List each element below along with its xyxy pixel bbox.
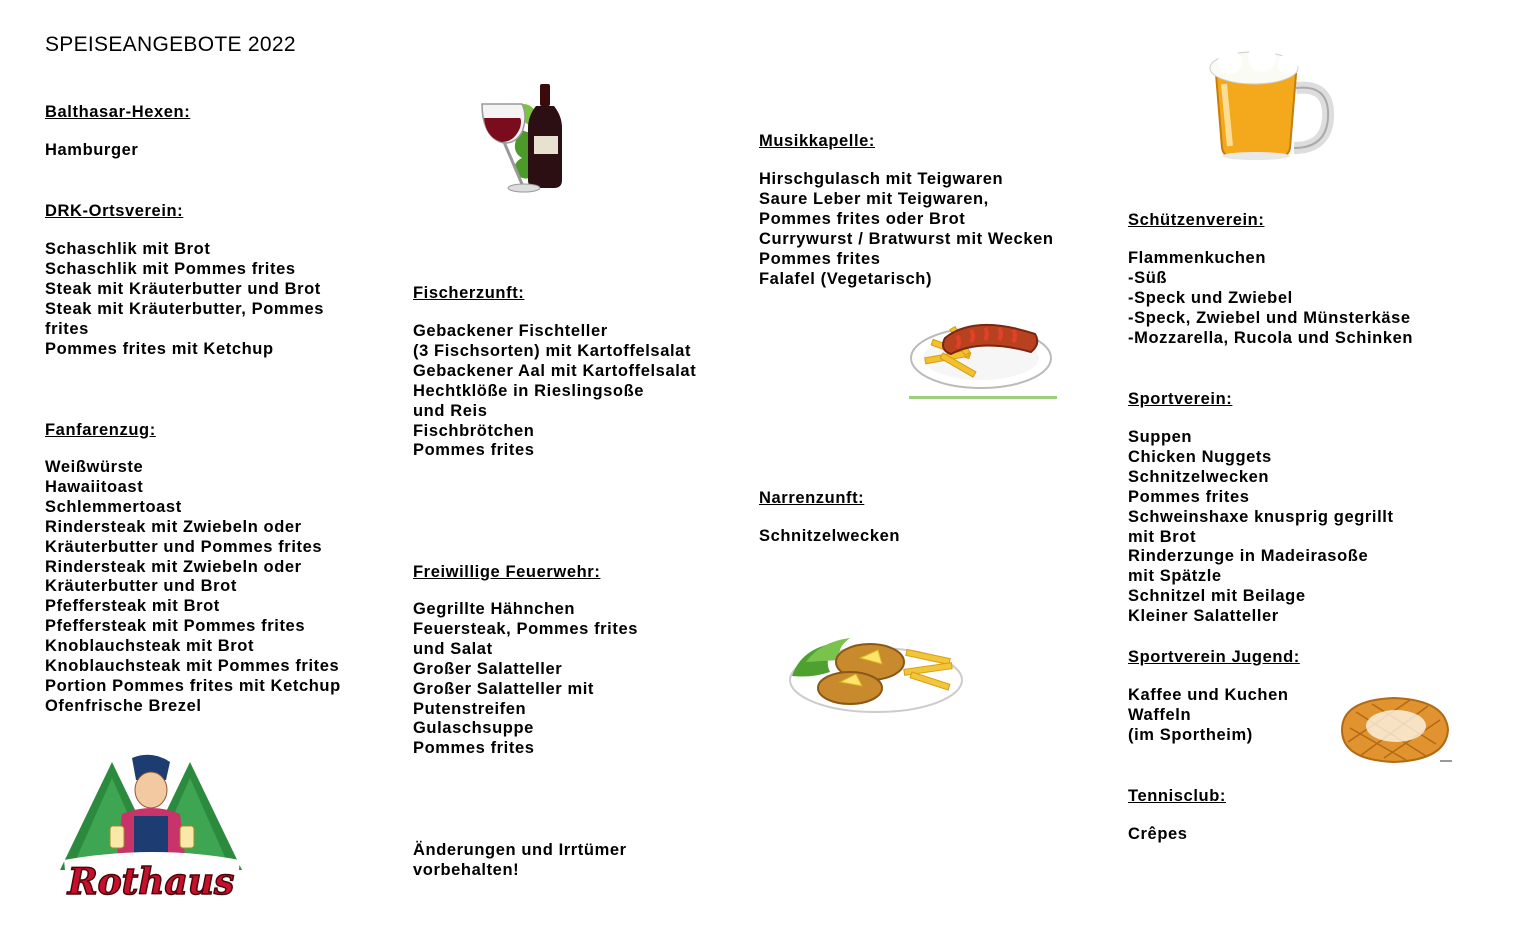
section-sportverein-jugend (1128, 647, 1300, 746)
menu-list (1128, 825, 1226, 845)
menu-item: Flammenkuchen (1128, 249, 1267, 267)
menu-item: Pfeffersteak mit Pommes frites (45, 617, 306, 636)
menu-item: Portion Pommes frites mit Ketchup (45, 676, 341, 695)
menu-item: -Mozzarella, Rucola und Schinken (1128, 328, 1414, 347)
menu-item: mit Brot (1128, 527, 1197, 546)
menu-item: Pommes frites (1128, 487, 1250, 506)
menu-list (45, 458, 341, 717)
menu-item: Currywurst / Bratwurst mit Wecken (759, 229, 1054, 248)
menu-item: und Reis (413, 401, 488, 420)
menu-item: -Speck, Zwiebel und Münsterkäse (1128, 308, 1411, 327)
menu-item: Pommes frites oder Brot (759, 209, 966, 228)
menu-item: Fischbrötchen (413, 421, 535, 440)
section-heading: Tennisclub: (1128, 787, 1226, 805)
section-sportverein (1128, 389, 1394, 627)
menu-item: Hirschgulasch mit Teigwaren (759, 170, 1004, 188)
menu-item: Kräuterbutter und Brot (45, 577, 237, 596)
menu-item: Rinderzunge in Madeirasoße (1128, 547, 1369, 566)
rothaus-logo (40, 752, 262, 912)
menu-item: Pommes frites (413, 441, 535, 460)
section-musikkapelle (759, 131, 1054, 289)
currywurst-plate-icon (905, 310, 1060, 410)
disclaimer-note (413, 840, 627, 880)
page-title: SPEISEANGEBOTE 2022 (45, 33, 296, 56)
section-freiwillige-feuerwehr (413, 562, 638, 759)
menu-item: Knoblauchsteak mit Pommes frites (45, 657, 340, 676)
menu-item: Hechtklöße in Rieslingsoße (413, 381, 645, 400)
menu-item: Schweinshaxe knusprig gegrillt (1128, 507, 1394, 526)
disclaimer-line: vorbehalten! (413, 861, 520, 879)
section-fischerzunft (413, 283, 696, 461)
section-heading: Freiwillige Feuerwehr: (413, 563, 601, 581)
waffle-icon (1332, 692, 1457, 767)
section-heading: Sportverein Jugend: (1128, 648, 1300, 666)
menu-list (45, 240, 324, 359)
menu-item: Hawaiitoast (45, 477, 144, 496)
section-narrenzunft (759, 488, 900, 547)
menu-item: Großer Salatteller (413, 659, 563, 678)
menu-item: Schnitzelwecken (1128, 467, 1270, 486)
menu-item: Chicken Nuggets (1128, 447, 1272, 466)
menu-item: Kräuterbutter und Pommes frites (45, 537, 323, 556)
menu-item: Ofenfrische Brezel (45, 696, 202, 715)
menu-list (45, 141, 190, 161)
section-balthasar-hexen (45, 102, 190, 161)
menu-item: Hamburger (45, 141, 139, 159)
menu-item: Crêpes (1128, 825, 1188, 843)
wine-bottle-glass-icon (462, 80, 592, 210)
menu-item: Schaschlik mit Brot (45, 240, 211, 258)
menu-item: Gulaschsuppe (413, 719, 534, 738)
menu-item: Steak mit Kräuterbutter und Brot (45, 279, 321, 298)
section-tennisclub (1128, 786, 1226, 845)
menu-item: Steak mit Kräuterbutter, Pommes (45, 299, 325, 318)
menu-item: Kleiner Salatteller (1128, 607, 1279, 626)
menu-item: Rindersteak mit Zwiebeln oder (45, 557, 302, 576)
schnitzel-plate-icon (786, 618, 966, 723)
menu-item: Falafel (Vegetarisch) (759, 269, 933, 288)
menu-item: (3 Fischsorten) mit Kartoffelsalat (413, 341, 692, 360)
menu-item: Weißwürste (45, 458, 144, 476)
menu-list (413, 322, 696, 461)
disclaimer-line: Änderungen und Irrtümer (413, 841, 627, 859)
menu-item: und Salat (413, 639, 493, 658)
section-heading: Sportverein: (1128, 390, 1233, 408)
menu-list (759, 527, 900, 547)
menu-item: Pommes frites (413, 739, 535, 758)
menu-item: Suppen (1128, 428, 1193, 446)
section-drk-ortsverein (45, 201, 324, 359)
menu-item: Großer Salatteller mit (413, 679, 595, 698)
section-schuetzenverein (1128, 210, 1413, 349)
menu-item: Kaffee und Kuchen (1128, 686, 1289, 704)
menu-item: frites (45, 319, 89, 338)
menu-item: Putenstreifen (413, 699, 527, 718)
menu-item: -Süß (1128, 268, 1168, 287)
menu-item: Pfeffersteak mit Brot (45, 597, 220, 616)
menu-list (1128, 249, 1413, 349)
menu-item: Knoblauchsteak mit Brot (45, 637, 255, 656)
menu-item: Gebackener Aal mit Kartoffelsalat (413, 361, 697, 380)
section-heading: DRK-Ortsverein: (45, 202, 184, 220)
menu-item: Gegrillte Hähnchen (413, 600, 576, 618)
menu-item: Pommes frites mit Ketchup (45, 339, 274, 358)
menu-item: Schlemmertoast (45, 497, 182, 516)
section-heading: Narrenzunft: (759, 489, 865, 507)
menu-item: -Speck und Zwiebel (1128, 288, 1293, 307)
menu-item: Saure Leber mit Teigwaren, (759, 189, 989, 208)
menu-list (1128, 428, 1394, 627)
menu-list (413, 600, 638, 759)
rothaus-logo-text: Rothaus (67, 861, 235, 903)
section-heading: Balthasar-Hexen: (45, 103, 191, 121)
menu-item: Waffeln (1128, 705, 1192, 724)
section-heading: Schützenverein: (1128, 211, 1265, 229)
menu-item: Rindersteak mit Zwiebeln oder (45, 517, 302, 536)
menu-item: Pommes frites (759, 249, 881, 268)
menu-item: Gebackener Fischteller (413, 322, 608, 340)
section-heading: Musikkapelle: (759, 132, 876, 150)
section-fanfarenzug (45, 420, 341, 717)
menu-list (759, 170, 1054, 289)
section-heading: Fischerzunft: (413, 284, 525, 302)
menu-item: mit Spätzle (1128, 567, 1222, 586)
beer-mug-icon (1200, 44, 1335, 169)
menu-list (1128, 686, 1300, 746)
menu-item: Schnitzelwecken (759, 527, 901, 545)
menu-item: Schaschlik mit Pommes frites (45, 259, 296, 278)
menu-item: (im Sportheim) (1128, 725, 1253, 744)
menu-item: Schnitzel mit Beilage (1128, 587, 1306, 606)
section-heading: Fanfarenzug: (45, 421, 156, 439)
menu-item: Feuersteak, Pommes frites (413, 619, 639, 638)
